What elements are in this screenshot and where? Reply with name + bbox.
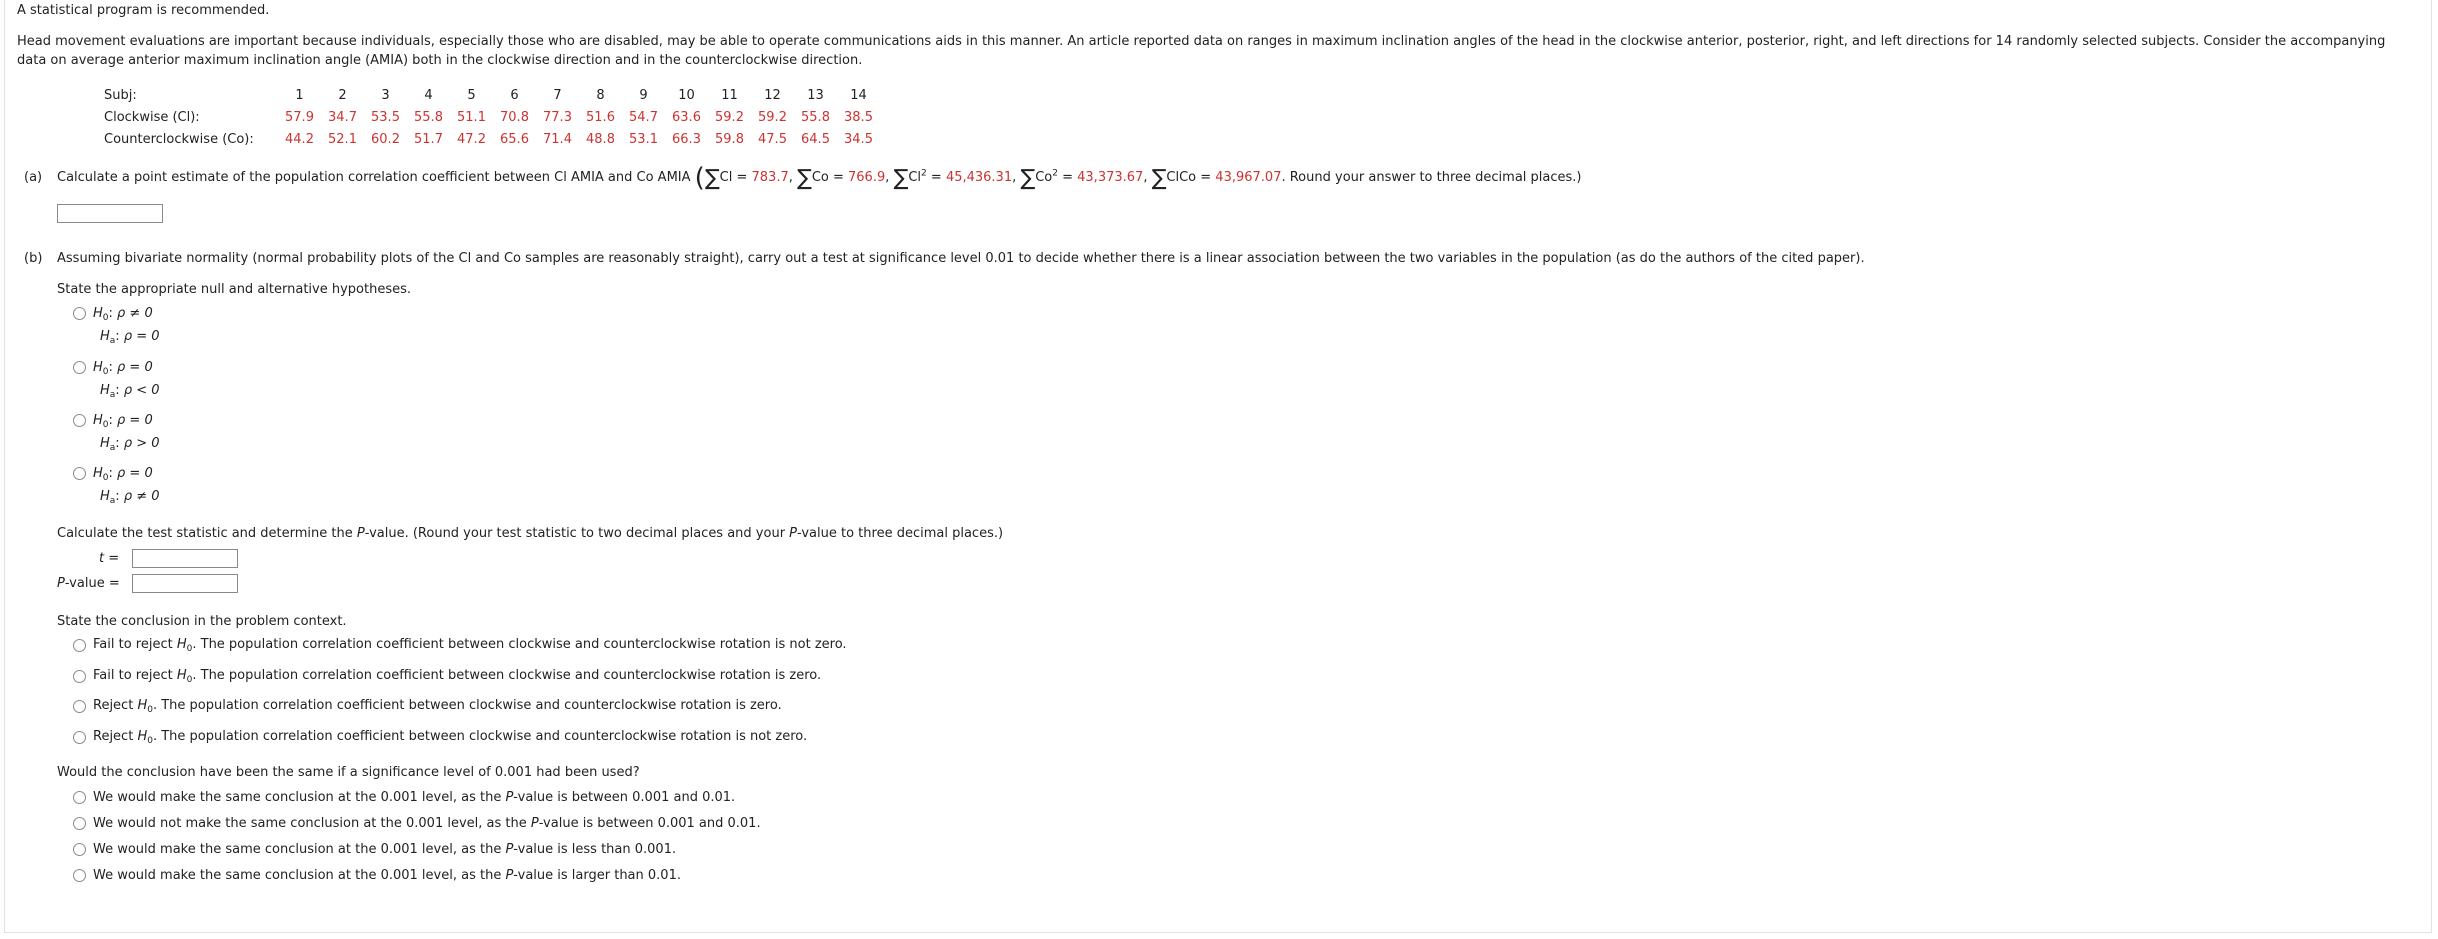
table-cell: 52.1 [328,131,357,147]
sigma-icon: ∑ [1151,166,1167,191]
clockwise-label: Clockwise (Cl): [104,109,200,125]
sigma-icon: ∑ [704,166,720,191]
data-table [104,84,880,150]
sigma-icon: ∑ [893,166,909,191]
table-cell: 59.2 [715,109,744,125]
table-cell: 38.5 [844,109,873,125]
table-cell: 59.8 [715,131,744,147]
table-cell: 47.5 [758,131,787,147]
hypothesis-alt-3: $H_a$: ρ > 0 [100,436,160,453]
sum-co-value: 766.9 [848,170,886,185]
hypothesis-null-2: $H_0$: ρ = 0 [93,360,153,377]
table-cell: 47.2 [457,131,486,147]
table-cell: 1 [295,87,304,103]
table-cell: 48.8 [586,131,615,147]
same-conclusion-prompt: Would the conclusion have been the same if a significance level of 0.001 had been used? [57,765,640,780]
round-instruction: Round your answer to three decimal places.) [1289,170,1582,185]
table-cell: 2 [338,87,347,103]
sigma-icon: ∑ [1020,166,1036,191]
conclusion-radio-2[interactable] [73,670,86,683]
part-b-text: Assuming bivariate normality (normal probability plots of the Cl and Co samples are reasonably straight), carry out a test at significance level 0.01 to decide whether there is a linear association between the two variables in the population (as do the authors of the cited paper). [57,251,1865,266]
table-cell: 4 [424,87,433,103]
table-cell: 13 [807,87,824,103]
calc-prompt: Calculate the test statistic and determine the P-value. (Round your test statistic to two decimal places and your P-value to three decimal places.) [57,526,1004,541]
hypothesis-alt-1: $H_a$: ρ = 0 [100,329,160,346]
table-cell: 63.6 [672,109,701,125]
table-cell: 5 [467,87,476,103]
table-cell: 60.2 [371,131,400,147]
table-cell: 57.9 [285,109,314,125]
table-cell: 64.5 [801,131,830,147]
same-option-3[interactable]: We would make the same conclusion at the 0.001 level, as the P-value is less than 0.001. [93,842,677,857]
table-cell: 66.3 [672,131,701,147]
table-cell: 34.7 [328,109,357,125]
conclusion-radio-1[interactable] [73,639,86,652]
table-cell: 55.8 [801,109,830,125]
table-cell: 14 [850,87,867,103]
hypothesis-alt-4: $H_a$: ρ ≠ 0 [100,489,160,506]
p-value-input[interactable] [132,574,238,593]
table-cell: 34.5 [844,131,873,147]
intro-text: A statistical program is recommended. [17,3,270,18]
conclusion-radio-3[interactable] [73,700,86,713]
table-row-counterclockwise [104,128,880,150]
table-cell: 10 [678,87,695,103]
table-cell: 71.4 [543,131,572,147]
sigma-icon: ∑ [796,166,812,191]
same-option-2[interactable]: We would not make the same conclusion at the 0.001 level, as the P-value is between 0.001 and 0.01. [93,816,761,831]
conclusion-option-2[interactable]: Fail to reject $H_0$. The population correlation coefficient between clockwise and counterclockwise rotation is zero. [93,668,822,685]
table-cell: 51.1 [457,109,486,125]
sum-co-label: Co = [811,170,849,185]
sum-clco-value: 43,967.07 [1215,170,1282,185]
hypothesis-null-4: $H_0$: ρ = 0 [93,466,153,483]
table-cell: 59.2 [758,109,787,125]
p-value-label: P-value = [57,576,120,591]
table-cell: 51.6 [586,109,615,125]
table-cell: 70.8 [500,109,529,125]
table-cell: 6 [510,87,519,103]
same-radio-1[interactable] [73,791,86,804]
subj-label: Subj: [104,87,137,103]
table-cell: 11 [721,87,738,103]
hypothesis-radio-2[interactable] [73,361,86,374]
table-cell: 44.2 [285,131,314,147]
same-option-1[interactable]: We would make the same conclusion at the 0.001 level, as the P-value is between 0.001 and 0.01. [93,790,736,805]
table-cell: 7 [553,87,562,103]
same-radio-4[interactable] [73,869,86,882]
part-a-label: (a) [24,170,43,185]
table-cell: 3 [381,87,390,103]
t-statistic-input[interactable] [132,549,238,568]
hypothesis-null-1: $H_0$: ρ ≠ 0 [93,306,153,323]
table-cell: 54.7 [629,109,658,125]
open-paren: ( [694,163,705,193]
sum-cl-label: Cl = [719,170,752,185]
hypothesis-null-3: $H_0$: ρ = 0 [93,413,153,430]
sum-cl-value: 783.7 [751,170,789,185]
table-cell: 53.1 [629,131,658,147]
table-cell: 55.8 [414,109,443,125]
problem-text: Head movement evaluations are important because individuals, especially those who are disabled, may be able to operate communications aids in this manner. An article reported data on ranges in maximum inclination angles of the head in the clockwise anterior, posterior, right, and left directions for 14 randomly selected subjects. Consider the accompanying data on average anterior maximum inclination angle (AMIA) both in the clockwise direction and in the counterclockwise direction. [17,34,2386,68]
table-row-clockwise [104,106,880,128]
t-label: t = [99,551,120,566]
hypothesis-radio-3[interactable] [73,414,86,427]
same-radio-3[interactable] [73,843,86,856]
hypothesis-alt-2: $H_a$: ρ < 0 [100,383,160,400]
conclusion-option-4[interactable]: Reject $H_0$. The population correlation coefficient between clockwise and counterclockwise rotation is not zero. [93,729,808,746]
conclusion-prompt: State the conclusion in the problem context. [57,614,347,629]
same-option-4[interactable]: We would make the same conclusion at the 0.001 level, as the P-value is larger than 0.01. [93,868,681,883]
table-cell: 53.5 [371,109,400,125]
hypotheses-prompt: State the appropriate null and alternative hypotheses. [57,282,411,297]
part-a-text: Calculate a point estimate of the population correlation coefficient between Cl AMIA and Co AMIA [57,170,691,185]
sum-cl2-value: 45,436.31 [945,170,1013,185]
hypothesis-radio-4[interactable] [73,467,86,480]
counterclockwise-label: Counterclockwise (Co): [104,131,254,147]
part-b-label: (b) [24,251,43,266]
same-radio-2[interactable] [73,817,86,830]
correlation-answer-input[interactable] [57,204,163,223]
sum-co2-value: 43,373.67 [1077,170,1144,185]
sum-co2-label: Co [1035,170,1053,185]
table-cell: 8 [596,87,605,103]
table-cell: 12 [764,87,781,103]
conclusion-option-1[interactable]: Fail to reject $H_0$. The population correlation coefficient between clockwise and counterclockwise rotation is not zero. [93,637,847,654]
hypothesis-radio-1[interactable] [73,307,86,320]
conclusion-option-3[interactable]: Reject $H_0$. The population correlation coefficient between clockwise and counterclockwise rotation is zero. [93,698,782,715]
part-a-question: Calculate a point estimate of the population correlation coefficient between Cl AMIA and Co AMIA (∑Cl = 783.7, ∑Co = 766.9, $\sum Cl^2 = 45,436.31$, $\sum Co^2 = 43,373.67$, ∑ClCo = 43,967.07. Round your answer to three decimal places.) [57,163,1582,193]
sum-cl2-label: Cl [908,170,922,185]
conclusion-radio-4[interactable] [73,731,86,744]
table-cell: 77.3 [543,109,572,125]
table-cell: 51.7 [414,131,443,147]
table-cell: 65.6 [500,131,529,147]
table-cell: 9 [639,87,648,103]
sum-clco-label: ClCo = [1166,170,1216,185]
table-row-subj [104,84,880,106]
